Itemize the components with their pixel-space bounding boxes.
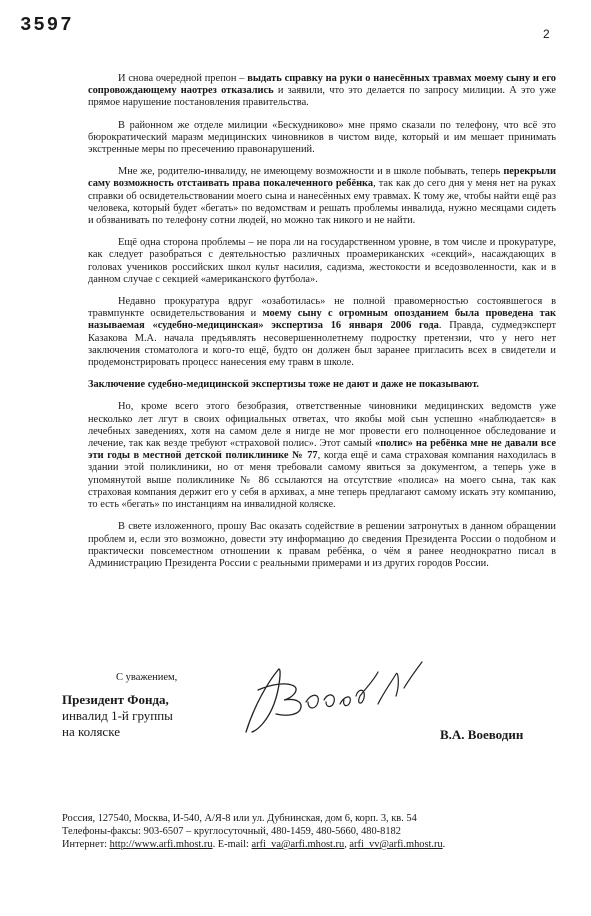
emphasized-text: перекрыли саму возможность отстаивать права покалеченного ребёнка (88, 166, 556, 190)
paragraph-text: В районном же отделе милиции «Бескудниково» мне прямо сказали по телефону, что всё это бюрократический маразм медицинских чиновников в чистом виде, который и им мешает принимать экстренные меры по пресечению правонарушений. (88, 119, 556, 156)
letter-paragraph (88, 379, 556, 391)
paragraph-text: . Правда, судмедэксперт Казакова М.А. начала предъявлять несовершеннолетнему подростку претензии, что у него нет заключения стоматолога и кого-то ещё, будто он должен был заранее пригласить всех в свидетели и продемонстрировать процесс нанесения ему травм в школе. (88, 320, 557, 369)
signer-status: инвалид 1-й группы (62, 708, 173, 723)
paragraph-text: В свете изложенного, прошу Вас оказать содействие в решении затронутых в данном обращении проблем и, если это возможно, довести эту информацию до сведения Президента России о подобном и практически повсеместном отношении к правам ребёнка, о чём я ранее неоднократно писал в Администрацию Президента России с реальными примерами и из других городов России. (88, 521, 556, 569)
website-link[interactable]: http://www.arfi.mhost.ru (109, 839, 213, 850)
paragraph-text: Но, кроме всего этого безобразия, ответственные чиновники медицинских ведомств уже несколько лет лгут в своих официальных ответах, что якобы мой сын успешно «наблюдается» в лечебных заведениях, хотя на самом деле я нигде не мог провести его полноценное обследование и лечение, так как везде требуют «страховой полис». Этот самый (88, 401, 556, 450)
signer-name: В.А. Воеводин (440, 727, 524, 742)
email-link-1[interactable]: arfi_va@arfi.mhost.ru (251, 839, 345, 850)
signer-title: Президент Фонда, (62, 692, 169, 707)
emphasized-text: моему сыну с огромным опозданием была проведена так называемая «судебно-медицинская» экспертиза 16 января 2006 года (88, 308, 556, 332)
email-label: . E-mail: (212, 839, 249, 850)
letter-paragraph (88, 401, 556, 511)
paragraph-text: Недавно прокуратура вдруг «озаботилась» не полной правомерностью состоявшегося в травмпункте освидетельствования и (88, 296, 556, 320)
email-separator: , (344, 839, 347, 850)
letter-body (88, 73, 556, 580)
letter-paragraph (88, 73, 556, 110)
paragraph-text: , когда ещё и сама страховая компания находилась в здании этой поликлиники, но от меня требовали самому явиться за документом, а теперь уже в упомянутой выше поликлинике № 86 ссылаются на отсутствие «полиса» на моего сына, так как страховая компания держит его у себя в архивах, а мне теперь предлагают самому искать эту компанию, то есть «бегать» по инстанциям на инвалидной коляске. (88, 450, 556, 511)
footer-phones: Телефоны-факсы: 903-6507 – круглосуточный, 480-1459, 480-5660, 480-8182 (62, 826, 401, 837)
letter-paragraph (88, 296, 556, 369)
letter-paragraph (88, 166, 556, 227)
paragraph-text: и заявили, что это делается по запросу милиции. А это уже прямое нарушение постановления правительства. (88, 85, 557, 109)
doc-number: 3597 (20, 14, 74, 36)
emphasized-text: Заключение судебно-медицинской экспертизы тоже не дают и даже не показывают. (88, 379, 479, 391)
internet-label: Интернет: (62, 839, 108, 850)
footer (62, 812, 445, 851)
page-number: 2 (543, 27, 550, 41)
paragraph-text: И снова очередной препон – (118, 73, 248, 84)
footer-internet (62, 838, 445, 851)
signer-status-2: на коляске (62, 724, 120, 739)
handwritten-signature (228, 644, 438, 744)
emphasized-text: «полис» на ребёнка мне не давали все эти годы в местной детской поликлинике № 77 (88, 438, 556, 462)
paragraph-text: Ещё одна сторона проблемы – не пора ли на государственном уровне, в том числе и прокуратуре, как следует разобраться с деятельностью различных проамериканских «секций», насаждающих в головах учеников российских школ культ насилия, садизма, жестокости и вседозволенности, как и в данном случае с секцией «американского футбола». (88, 237, 556, 285)
footer-end: . (442, 839, 446, 850)
email-link-2[interactable]: arfi_vv@arfi.mhost.ru (349, 839, 443, 850)
paragraph-text: Мне же, родителю-инвалиду, не имеющему возможности и в школе побывать, теперь (118, 166, 504, 178)
footer-address: Россия, 127540, Москва, И-540, А/Я-8 или ул. Дубнинская, дом 6, корп. 3, кв. 54 (62, 813, 417, 824)
letter-paragraph (88, 120, 556, 157)
emphasized-text: выдать справку на руки о нанесённых травмах моему сыну и его сопровождающему наотрез отказались (88, 73, 556, 97)
paragraph-text: , так как до сего дня у меня нет на руках справки об освидетельствовании моего сына и нанесённых ему травмах. К тому же, чтобы найти ещё раз человека, который будет «бегать» по ведомствам и решать проблемы инвалида, нужно месяцами сидеть и обзванивать по телефону сотни людей, но можно так никого и не найти. (88, 178, 557, 227)
signature-block (62, 692, 173, 740)
letter-paragraph (88, 237, 556, 286)
letter-paragraph (88, 521, 556, 570)
closing-salutation: С уважением, (116, 672, 178, 683)
